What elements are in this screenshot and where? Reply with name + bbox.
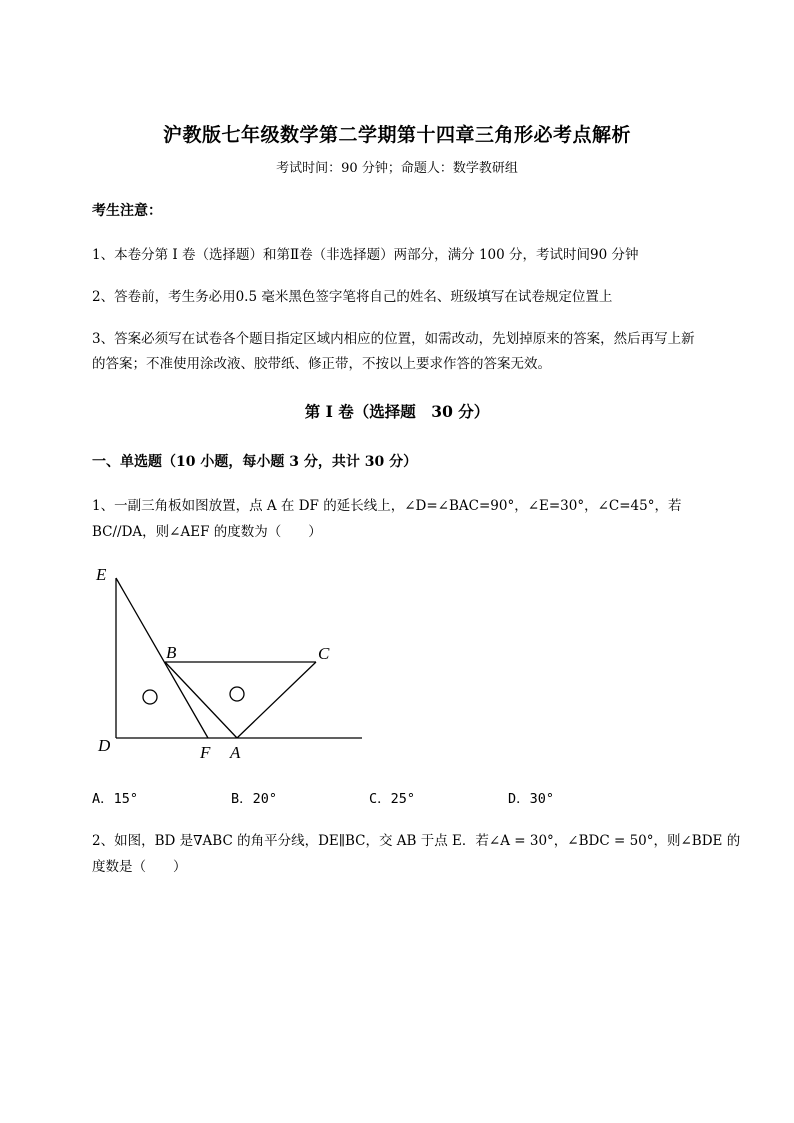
notice-heading: 考生注意：: [92, 203, 162, 219]
part-title: 一、单选题（10 小题，每小题 3 分，共计 30 分）: [92, 454, 418, 470]
notice-item-3-cont: 的答案；不准使用涂改液、胶带纸、修正带，不按以上要求作答的答案无效。: [92, 356, 551, 372]
option-a[interactable]: A．15°: [92, 791, 139, 807]
question-2-text: 2、如图，BD 是∇ABC 的角平分线，DE∥BC，交 AB 于点 E．若∠A = 30°，∠BDC = 50°，则∠BDE 的: [92, 833, 741, 849]
exam-info: 考试时间：90 分钟；命题人：数学教研组: [276, 161, 518, 176]
label-a: A: [230, 743, 241, 762]
label-b: B: [166, 643, 177, 662]
label-e: E: [96, 565, 107, 584]
triangle-figure: [92, 560, 372, 765]
angle-mark-circle: [143, 690, 157, 704]
edge-ca: [237, 662, 316, 738]
option-b[interactable]: B．20°: [231, 791, 278, 807]
page-title: 沪教版七年级数学第二学期第十四章三角形必考点解析: [162, 124, 631, 146]
label-c: C: [318, 644, 330, 663]
question-2-text-cont: 度数是（ ）: [92, 859, 187, 875]
option-d[interactable]: D．30°: [508, 791, 555, 807]
notice-item-2: 2、答卷前，考生务必用0.5 毫米黑色签字笔将自己的姓名、班级填写在试卷规定位置上: [92, 289, 613, 305]
option-c[interactable]: C．25°: [369, 791, 416, 807]
label-d: D: [98, 736, 111, 755]
angle-mark-circle: [230, 687, 244, 701]
question-1-text: 1、一副三角板如图放置，点 A 在 DF 的延长线上，∠D=∠BAC=90°，∠E=30°，∠C=45°，若: [92, 498, 682, 514]
notice-item-3: 3、答案必须写在试卷各个题目指定区域内相应的位置，如需改动，先划掉原来的答案，然后再写上新: [92, 331, 695, 347]
edge-ef: [116, 578, 208, 738]
section-title: 第 I 卷（选择题 30 分）: [304, 402, 490, 421]
question-1-text-cont: BC//DA，则∠AEF 的度数为（ ）: [92, 524, 322, 540]
label-f: F: [200, 743, 211, 762]
notice-item-1: 1、本卷分第 I 卷（选择题）和第Ⅱ卷（非选择题）两部分，满分 100 分，考试时间90 分钟: [92, 247, 639, 263]
